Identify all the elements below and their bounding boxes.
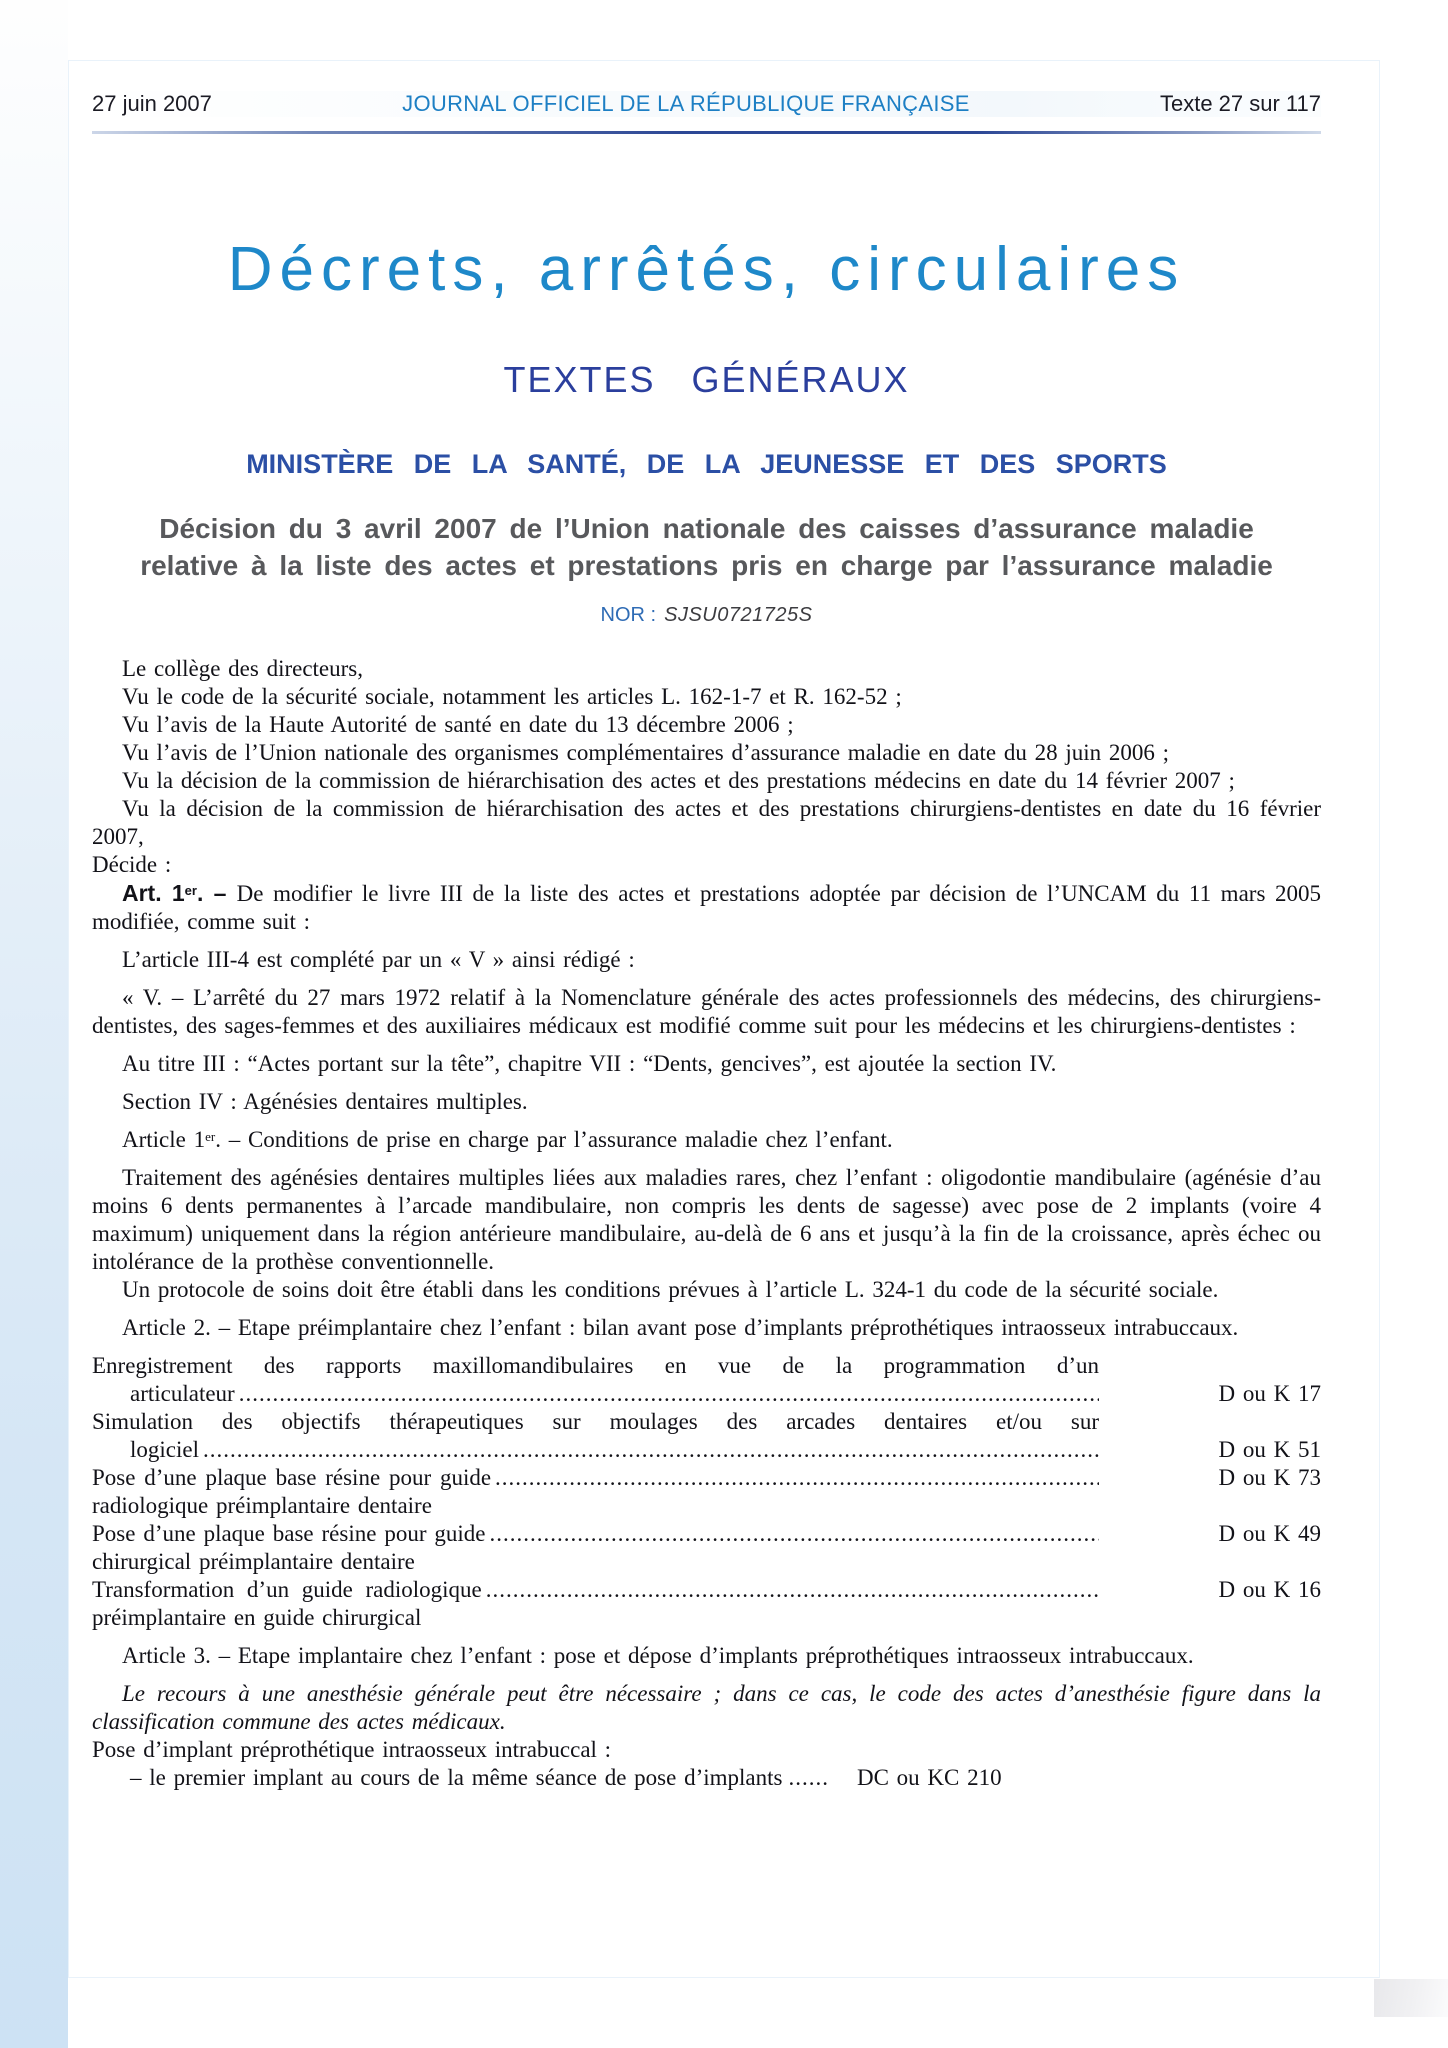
tariff-label: Pose d’une plaque base résine pour guide radiologique préimplantaire dentaire xyxy=(92,1465,492,1518)
implant-leader: ...... xyxy=(788,1765,829,1790)
document-body xyxy=(92,655,1321,1792)
tariff-label: Pose d’une plaque base résine pour guide chirurgical préimplantaire dentaire xyxy=(92,1521,486,1574)
nor-line xyxy=(92,604,1321,627)
decision-title-line1: Décision du 3 avril 2007 de l’Union nationale des caisses d’assurance maladie xyxy=(159,513,1254,544)
tariff-row xyxy=(92,1408,1321,1464)
page-header xyxy=(92,91,1321,117)
main-title: Décrets, arrêtés, circulaires xyxy=(227,235,1186,304)
header-rule xyxy=(92,131,1321,134)
ministry-title: MINISTÈRE DE LA SANTÉ, DE LA JEUNESSE ET DES SPORTS xyxy=(246,449,1167,479)
article-1-sup: er xyxy=(184,883,197,898)
article-1-label: Art. 1 xyxy=(122,880,185,906)
paragraph-titre-III: Au titre III : “Actes portant sur la tête”, chapitre VII : “Dents, gencives”, est ajoutée la section IV. xyxy=(122,1051,1057,1076)
tariff-leader xyxy=(239,1380,1099,1408)
paragraph-article-1 xyxy=(92,879,1321,936)
article-1-enfant-sep: . – xyxy=(215,1127,248,1152)
paragraph-vu-dentistes: Vu la décision de la commission de hiérarchisation des actes et des prestations chirurgiens-dentistes en date du 16 février 2007, xyxy=(92,796,1321,849)
decision-title xyxy=(92,510,1321,584)
decide-clause: Décide : xyxy=(92,852,172,877)
paragraph-vu-code: Vu le code de la sécurité sociale, notamment les articles L. 162-1-7 et R. 162-52 ; xyxy=(122,684,902,709)
left-margin-strip xyxy=(0,0,68,2048)
paragraph-vu-has: Vu l’avis de la Haute Autorité de santé en date du 13 décembre 2006 ; xyxy=(122,712,794,737)
paragraph-vu-unocam: Vu l’avis de l’Union nationale des organismes complémentaires d’assurance maladie en date du 28 juin 2006 ; xyxy=(122,740,1170,765)
article-1-sep: . – xyxy=(196,880,237,906)
tariff-leader xyxy=(495,1464,1099,1492)
nor-label: NOR : xyxy=(600,604,657,626)
tariff-code: D ou K 16 xyxy=(1218,1577,1321,1602)
paragraph-protocole: Un protocole de soins doit être établi dans les conditions prévues à l’article L. 324-1 du code de la sécurité sociale. xyxy=(122,1277,1219,1302)
paragraph-college: Le collège des directeurs, xyxy=(122,656,363,681)
paragraph-pose-implant: Pose d’implant préprothétique intraosseux intrabuccal : xyxy=(92,1737,612,1762)
article-1-enfant-text: Conditions de prise en charge par l’assurance maladie chez l’enfant. xyxy=(247,1127,893,1152)
paragraph-article-2: Article 2. – Etape préimplantaire chez l’enfant : bilan avant pose d’implants préprothétiques intraosseux intrabuccaux. xyxy=(122,1315,1239,1340)
tariff-label: Enregistrement des rapports maxillomandibulaires en vue de la programmation d’un xyxy=(92,1353,1099,1378)
nor-value: SJSU0721725S xyxy=(664,604,813,626)
tariff-label-continuation: logiciel xyxy=(130,1437,199,1462)
tariff-row xyxy=(92,1464,1321,1520)
article-1-text: De modifier le livre III de la liste des actes et prestations adoptée par décision de l’UNCAM du 11 mars 2005 modifiée, comme suit : xyxy=(92,881,1322,934)
implant-tariff-line xyxy=(92,1764,1321,1792)
tariff-leader xyxy=(489,1520,1099,1548)
implant-label: – le premier implant au cours de la même séance de pose d’implants xyxy=(130,1765,783,1790)
tariff-code: D ou K 49 xyxy=(1218,1521,1321,1546)
article-1-enfant-label: Article 1 xyxy=(122,1127,206,1152)
tariff-row xyxy=(92,1576,1321,1632)
paragraph-vu-medecins: Vu la décision de la commission de hiérarchisation des actes et des prestations médecins en date du 14 février 2007 ; xyxy=(122,768,1235,793)
tariff-label-continuation: articulateur xyxy=(130,1381,235,1406)
tariff-row xyxy=(92,1520,1321,1576)
article-1-enfant-sup: er xyxy=(205,1129,216,1144)
journal-title: JOURNAL OFFICIEL DE LA RÉPUBLIQUE FRANÇAISE xyxy=(402,91,970,116)
paragraph-anesthesie: Le recours à une anesthésie générale peut être nécessaire ; dans ce cas, le code des actes d’anesthésie figure dans la classification commune des actes médicaux. xyxy=(92,1681,1321,1734)
implant-code: DC ou KC 210 xyxy=(856,1765,1002,1790)
paragraph-v: « V. – L’arrêté du 27 mars 1972 relatif à la Nomenclature générale des actes professionnels des médecins, des chirurgiens-dentistes, des sages-femmes et des auxiliaires médicaux est modifié comme suit pour les médecins et les chirurgiens-dentistes : xyxy=(92,985,1321,1038)
decision-title-line2: relative à la liste des actes et prestations pris en charge par l’assurance maladie xyxy=(140,550,1273,581)
tariff-label: Transformation d’un guide radiologique préimplantaire en guide chirurgical xyxy=(92,1577,482,1630)
tariff-code: D ou K 17 xyxy=(1218,1381,1321,1406)
tariff-row xyxy=(92,1352,1321,1408)
section-title: TEXTES GÉNÉRAUX xyxy=(503,359,910,400)
tariff-label: Simulation des objectifs thérapeutiques sur moulages des arcades dentaires et/ou sur xyxy=(92,1409,1099,1434)
tariff-leader xyxy=(486,1576,1099,1604)
header-text-number: Texte 27 sur 117 xyxy=(1159,91,1321,116)
paragraph-traitement: Traitement des agénésies dentaires multiples liées aux maladies rares, chez l’enfant : oligodontie mandibulaire (agénésie d’au moins 6 dents permanentes à l’arcade mandibulaire, non compris les dents de sagesse) avec pose de 2 implants (voire 4 maximum) uniquement dans la région antérieure mandibulaire, au-delà de 6 ans et jusqu’à la fin de la croissance, après échec ou intolérance de la prothèse conventionnelle. xyxy=(92,1165,1321,1274)
tariff-leader xyxy=(203,1436,1099,1464)
page-corner-shadow xyxy=(1374,1979,1448,2017)
document-page xyxy=(68,60,1380,1978)
header-date: 27 juin 2007 xyxy=(92,91,212,116)
paragraph-article-III4: L’article III-4 est complété par un « V » ainsi rédigé : xyxy=(122,947,635,972)
tariff-code: D ou K 51 xyxy=(1218,1437,1321,1462)
paragraph-section-IV: Section IV : Agénésies dentaires multiples. xyxy=(122,1089,528,1114)
paragraph-article-1-enfant xyxy=(92,1126,1321,1154)
paragraph-article-3: Article 3. – Etape implantaire chez l’enfant : pose et dépose d’implants préprothétiques intraosseux intrabuccaux. xyxy=(122,1643,1194,1668)
tariff-code: D ou K 73 xyxy=(1218,1465,1321,1490)
